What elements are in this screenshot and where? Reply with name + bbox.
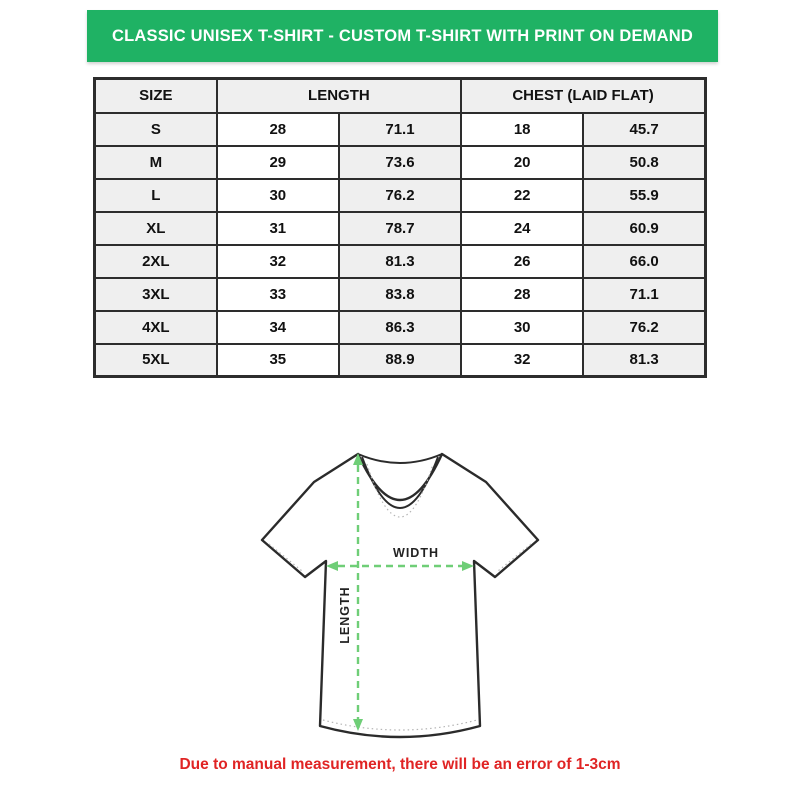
length-label: LENGTH (338, 586, 352, 644)
width-label: WIDTH (393, 546, 439, 560)
length-in-cell: 32 (217, 245, 339, 278)
table-row (95, 113, 706, 146)
table-row (95, 146, 706, 179)
chest-in-cell: 32 (461, 344, 583, 377)
size-cell: 5XL (95, 344, 217, 377)
chest-cm-cell: 81.3 (583, 344, 705, 377)
length-cm-cell: 88.9 (339, 344, 461, 377)
length-in-cell: 30 (217, 179, 339, 212)
chest-cm-cell: 71.1 (583, 278, 705, 311)
length-in-cell: 31 (217, 212, 339, 245)
size-table-container (93, 77, 707, 378)
chest-cm-cell: 50.8 (583, 146, 705, 179)
table-row (95, 212, 706, 245)
measurement-disclaimer: Due to manual measurement, there will be an error of 1-3cm (179, 756, 621, 773)
size-cell: S (95, 113, 217, 146)
size-cell: L (95, 179, 217, 212)
length-cm-cell: 81.3 (339, 245, 461, 278)
title-banner (87, 10, 718, 62)
table-row (95, 179, 706, 212)
chest-in-cell: 26 (461, 245, 583, 278)
table-row (95, 344, 706, 377)
tshirt-measurement-diagram (250, 448, 550, 748)
size-cell: M (95, 146, 217, 179)
length-cm-cell: 78.7 (339, 212, 461, 245)
chest-cm-cell: 76.2 (583, 311, 705, 344)
chest-in-cell: 22 (461, 179, 583, 212)
length-cm-cell: 71.1 (339, 113, 461, 146)
chest-in-cell: 30 (461, 311, 583, 344)
length-in-cell: 33 (217, 278, 339, 311)
chest-in-cell: 20 (461, 146, 583, 179)
chest-in-cell: 28 (461, 278, 583, 311)
chest-in-cell: 24 (461, 212, 583, 245)
length-in-cell: 28 (217, 113, 339, 146)
chest-cm-cell: 66.0 (583, 245, 705, 278)
size-column-header: SIZE (95, 79, 217, 113)
header-row (95, 79, 706, 113)
chest-column-header: CHEST (LAID FLAT) (461, 79, 705, 113)
length-cm-cell: 86.3 (339, 311, 461, 344)
table-row (95, 278, 706, 311)
size-cell: 3XL (95, 278, 217, 311)
length-cm-cell: 73.6 (339, 146, 461, 179)
size-cell: 4XL (95, 311, 217, 344)
table-row (95, 311, 706, 344)
length-cm-cell: 76.2 (339, 179, 461, 212)
size-table (93, 77, 707, 378)
chest-cm-cell: 60.9 (583, 212, 705, 245)
tshirt-outline-icon (262, 454, 538, 737)
length-in-cell: 35 (217, 344, 339, 377)
chest-cm-cell: 45.7 (583, 113, 705, 146)
page-title: CLASSIC UNISEX T-SHIRT - CUSTOM T-SHIRT WITH PRINT ON DEMAND (112, 26, 693, 45)
length-in-cell: 29 (217, 146, 339, 179)
table-row (95, 245, 706, 278)
chest-in-cell: 18 (461, 113, 583, 146)
size-cell: XL (95, 212, 217, 245)
length-column-header: LENGTH (217, 79, 461, 113)
length-cm-cell: 83.8 (339, 278, 461, 311)
size-cell: 2XL (95, 245, 217, 278)
chest-cm-cell: 55.9 (583, 179, 705, 212)
length-in-cell: 34 (217, 311, 339, 344)
